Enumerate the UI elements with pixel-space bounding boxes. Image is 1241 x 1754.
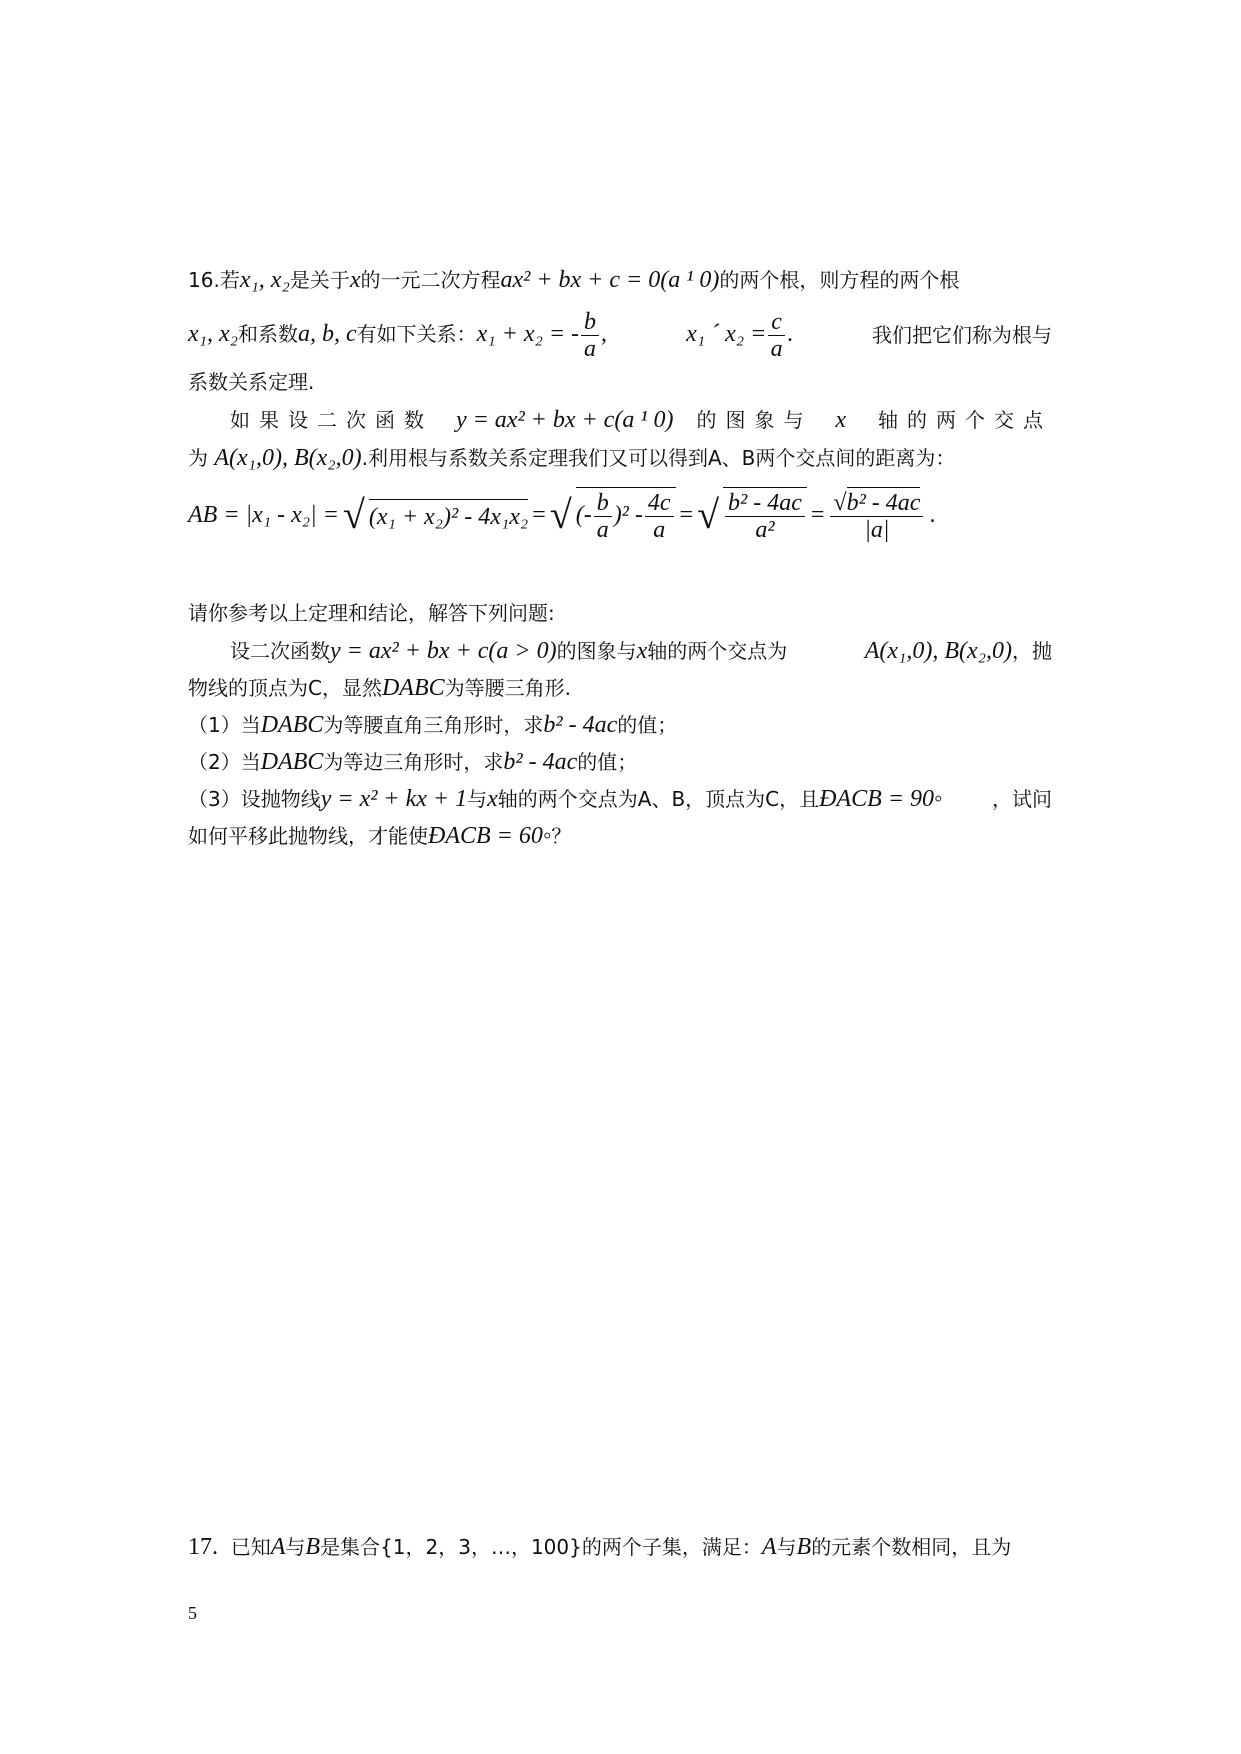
text: 的图象与 [696,408,813,432]
math: = [810,502,825,528]
math: DABC [381,675,445,701]
fraction [645,490,674,543]
instruction-text: 请你参考以上定理和结论，解答下列问题: [188,601,555,625]
text: 为等腰三角形. [444,676,571,700]
fraction [725,490,805,543]
text: 与 [285,1535,306,1559]
math: DABC [260,749,324,775]
radicand: b² - 4ac [847,487,921,516]
q16-line-4 [230,405,1052,435]
math: x₁, x₂ [188,320,238,347]
q16-line-3: 系数关系定理. [188,370,315,394]
text: 为等腰直角三角形时，求 [323,713,544,737]
text: 轴的两个交点为A、B，顶点为C，且 [497,787,820,811]
math: B [796,1534,812,1560]
text: , [601,320,608,347]
numerator: b² - 4ac [725,490,805,517]
subquestion-1 [188,710,1052,740]
fraction [768,309,785,362]
question-17 [188,1532,1052,1562]
math: a, b, c [298,320,357,347]
text: 的一元二次方程 [360,268,501,292]
math: b² - 4ac [503,749,578,775]
numerator: b [581,309,599,336]
fraction [594,490,612,543]
math: x [487,786,498,812]
math: x [636,638,648,664]
math: A(x₁,0), B(x₂,0) [214,445,362,471]
math: (x₁ + x₂)² - 4x₁x₂ [369,499,528,532]
radicand [723,487,807,543]
q16-line-1 [188,265,1052,295]
text: 的值； [577,750,638,774]
text: 如何平移此抛物线，才能使 [188,824,428,848]
math: A [270,1534,286,1560]
text: 的图象与 [556,639,637,663]
text: 是集合{1，2，3，…，100}的两个子集，满足： [320,1535,762,1559]
sqrt-icon: √ [549,492,572,537]
math: = [679,502,694,528]
text: 若 [219,268,240,292]
question-number: 17. [188,1534,218,1560]
text: 轴的两个交点为 [647,639,788,663]
denominator: a² [755,517,775,543]
subquestion-3-cont [188,821,1052,851]
text: ，抛 [1012,639,1052,663]
text: ，试问 [992,787,1052,811]
math: x [835,407,856,433]
math: DABC [260,712,324,738]
math: . [929,502,936,528]
equation: y = ax² + bx + c(a > 0) [330,638,557,664]
math: x [349,267,361,293]
math: A [761,1534,777,1560]
math: AB = |x₁ - x₂| = [188,502,339,528]
text: 轴的两个交点 [877,408,1052,432]
subquestion-2 [188,747,1052,777]
text: 和系数 [238,321,298,346]
math: )² - [613,502,643,528]
text: 如果设二次函数 [230,408,433,432]
denominator: a [596,517,609,543]
numerator: c [768,309,785,336]
numerator: 4c [645,490,674,517]
numerator: √b² - 4ac [830,487,923,517]
equation: y = x² + kx + 1 [320,786,468,812]
denominator: a [770,335,783,362]
denominator: a [584,335,597,362]
fraction [830,487,923,543]
math: = [532,502,546,528]
text: 的两个根，则方程的两个根 [719,268,960,292]
q16-setup-line-2 [188,673,1052,703]
math: (- [575,502,592,528]
sqrt-icon: √ [697,492,720,537]
equation: y = ax² + bx + c(a ¹ 0) [455,407,674,433]
q16-setup-line [230,636,1052,666]
denominator: |a| [864,517,890,543]
text: 有如下关系： [356,321,477,346]
text: （3）设抛物线 [188,787,321,811]
q16-line-5 [188,443,1052,473]
fraction [581,309,599,362]
math: b² - 4ac [543,712,618,738]
question-number: 16. [188,268,220,292]
text: 已知 [230,1535,271,1559]
math: ÐACB = 60◦ [428,823,552,849]
subquestion-3 [188,784,1052,814]
text: 我们把它们称为根与 [872,323,1052,347]
text: .利用根与系数关系定理我们又可以得到A、B两个交点间的距离为： [361,446,956,470]
denominator: a [653,517,666,543]
text: 为等边三角形时，求 [323,750,504,774]
math: x₁ ´ x₂ = [686,320,767,347]
math: B [305,1534,321,1560]
text: 为 [188,446,208,470]
text: 的值； [617,713,678,737]
math: ÐACB = 90◦ [819,786,943,812]
equation: ax² + bx + c = 0(a ¹ 0) [500,267,720,293]
sqrt-icon: √ [342,492,365,537]
math: A(x₁,0), B(x₂,0) [864,638,1012,664]
text: 与 [776,1535,797,1559]
text: 与 [467,787,488,811]
text: 是关于 [289,268,350,292]
page-number: 5 [188,1603,197,1623]
numerator: b [594,490,612,517]
math: x₁ + x₂ = - [476,320,580,347]
math: x₁, x₂ [239,267,290,293]
text: . [786,320,793,347]
q16-line-2 [188,305,1052,365]
text: 的元素个数相同，且为 [811,1535,1012,1559]
radicand [576,487,676,543]
text: ？ [551,824,572,848]
text: （2）当 [188,750,261,774]
distance-formula [188,480,1052,550]
text: 设二次函数 [230,639,330,663]
text: （1）当 [188,713,261,737]
text: 物线的顶点为C，显然 [188,676,382,700]
q16-intro [188,265,959,295]
